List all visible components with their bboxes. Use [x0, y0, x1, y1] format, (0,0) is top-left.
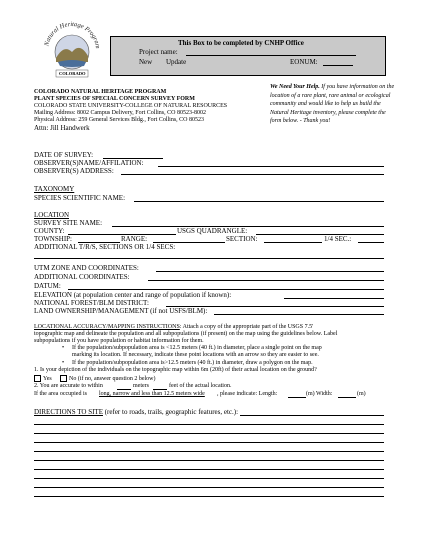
quarter-section-label: 1/4 SEC.: [324, 235, 352, 243]
directions-line[interactable] [34, 469, 384, 470]
additional-trs-line-1[interactable] [34, 258, 384, 259]
q2-text-a: 2. You are accurate to within [34, 383, 103, 389]
accuracy-intro-text: : Attach a copy of the appropriate part of the USGS 7.5' [179, 324, 314, 330]
q2-feet-field[interactable] [153, 389, 167, 390]
project-name-label: Project name: [139, 48, 178, 56]
yes-option[interactable] [34, 375, 52, 383]
directions-line[interactable] [34, 496, 384, 497]
eonum-field[interactable] [323, 65, 353, 66]
directions-line[interactable] [34, 442, 384, 443]
eonum-label: EONUM: [290, 58, 318, 66]
q2-meters-field[interactable] [117, 389, 131, 390]
university-name: COLORADO STATE UNIVERSITY-COLLEGE OF NATURAL RESOURCES [34, 103, 228, 109]
utm-field[interactable] [156, 271, 384, 272]
bullet-1-line-1: If the population/subpopulation area is <12.5 meters (40 ft.) in diameter, place a single point on the map [72, 345, 322, 351]
bullet-dot-2: • [62, 360, 65, 366]
township-label: TOWNSHIP: [34, 235, 72, 243]
location-heading: LOCATION [34, 211, 69, 219]
section-label: SECTION: [226, 235, 258, 243]
elevation-label: ELEVATION (at population center and range of population if known): [34, 291, 232, 299]
no-option[interactable] [60, 375, 155, 383]
observer-name-label: OBSERVER(S)NAME/AFFILATION: [34, 159, 144, 167]
additional-coords-label: ADDITIONAL COORDINATES: [34, 273, 130, 281]
bullet-dot-1: • [62, 345, 65, 351]
help-text: If you have information on the location of a rare plant, rare animal or ecological community and would like to help us build the Natural Heritage inventory, please complete the form below. - Thank you! [270, 84, 395, 124]
directions-line[interactable] [34, 424, 384, 425]
observer-address-label: OBSERVER(S) ADDRESS: [34, 167, 114, 175]
accuracy-text-2: topographic map and delineate the population and all subpopulations (if present) on the map using the guidelines below. Label [34, 331, 338, 337]
site-name-label: SURVEY SITE NAME: [34, 219, 103, 227]
land-ownership-label: LAND OWNERSHIP/MANAGEMENT (if not USFS/BLM): [34, 307, 208, 315]
land-ownership-field[interactable] [214, 314, 384, 315]
mailing-address: Mailing Address: 8002 Campus Delivery, Fort Collins, CO 80523-8002 [34, 110, 206, 116]
observer-address-field[interactable] [121, 174, 384, 175]
question-1: 1. Is your depiction of the individuals on the topographic map within 6m (20ft) of their actual location on the ground? [34, 367, 317, 373]
directions-heading: DIRECTIONS TO SITE [34, 408, 103, 416]
q3-text-c: , please indicate: Length: [217, 391, 278, 397]
yes-label: Yes [43, 375, 52, 382]
attention-line: Attn: Jill Handwerk [34, 124, 90, 132]
org-name: COLORADO NATURAL HERITAGE PROGRAM [34, 89, 167, 95]
new-label: New [139, 58, 153, 66]
no-checkbox[interactable] [60, 375, 67, 382]
datum-field[interactable] [68, 289, 384, 290]
directions-line[interactable] [34, 487, 384, 488]
elevation-field[interactable] [284, 298, 384, 299]
q3-length-field[interactable] [288, 397, 306, 398]
q2-text-c: feet of the actual location. [169, 383, 232, 389]
section-field[interactable] [264, 242, 322, 243]
form-title: PLANT SPECIES OF SPECIAL CONCERN SURVEY FORM [34, 96, 195, 102]
utm-label: UTM ZONE AND COORDINATES: [34, 264, 139, 272]
scientific-name-field[interactable] [134, 201, 384, 202]
directions-label [34, 408, 238, 416]
additional-trs-label: ADDITIONAL T/R/S, SECTIONS OR 1/4 SECS: [34, 243, 176, 251]
directions-line[interactable] [34, 451, 384, 452]
directions-line[interactable] [34, 460, 384, 461]
q3-text-a: If the area occupied is [34, 391, 87, 397]
q3-width-field[interactable] [338, 397, 356, 398]
yes-checkbox[interactable] [34, 375, 41, 382]
date-of-survey-label: DATE OF SURVEY: [34, 151, 94, 159]
scientific-name-label: SPECIES SCIENTIFIC NAME: [34, 194, 126, 202]
update-label: Update [166, 58, 187, 66]
q3-text-b: long, narrow and less than 12.5 meters wide [99, 391, 205, 397]
accuracy-intro [34, 324, 313, 331]
directions-line[interactable] [34, 478, 384, 479]
accuracy-heading: LOCATIONAL ACCURACY/MAPPING INSTRUCTIONS [34, 324, 180, 330]
quarter-section-field[interactable] [358, 242, 384, 243]
usgs-quad-field[interactable] [256, 234, 384, 235]
q3-text-e: (m) [357, 391, 366, 397]
directions-line[interactable] [34, 433, 384, 434]
usgs-quad-label: USGS QUADRANGLE: [177, 227, 248, 235]
project-name-field[interactable] [186, 55, 356, 56]
range-label: RANGE: [121, 235, 148, 243]
cnhp-logo [40, 18, 104, 80]
directions-field-first[interactable] [240, 415, 384, 416]
q2-text-b: meters [133, 383, 149, 389]
county-label: COUNTY: [34, 227, 65, 235]
help-heading: We Need Your Help. [270, 84, 320, 90]
observer-name-field[interactable] [158, 166, 384, 167]
forest-label: NATIONAL FOREST/BLM DISTRICT: [34, 299, 149, 307]
accuracy-text-3: subpopulations if you have population or habitat information for them. [34, 338, 204, 344]
physical-address: Physical Address: 259 General Services Bldg., Fort Collins, CO 80523 [34, 117, 204, 123]
bullet-2-line: If the population/subpopulation area is>12.5 meters (40 ft.) in diameter, draw a polygon on the map. [72, 360, 313, 366]
directions-hint: (refer to roads, trails, geographic features, etc.): [104, 408, 239, 416]
taxonomy-heading: TAXONOMY [34, 185, 75, 193]
logo-arc-text: Natural Heritage Program [43, 20, 102, 50]
datum-label: DATUM: [34, 282, 61, 290]
help-blurb [270, 83, 396, 126]
logo-label: COLORADO [59, 71, 86, 76]
bullet-1-line-2: marking its location. If necessary, indicate these point locations with an arrow so they are easier to see. [72, 352, 319, 358]
site-name-field[interactable] [112, 226, 384, 227]
no-label: No (if no, answer question 2 below) [69, 375, 156, 382]
q3-text-d: (m) Width: [306, 391, 333, 397]
office-box-title: This Box to be completed by CNHP Office [178, 39, 304, 47]
additional-coords-field[interactable] [148, 280, 384, 281]
